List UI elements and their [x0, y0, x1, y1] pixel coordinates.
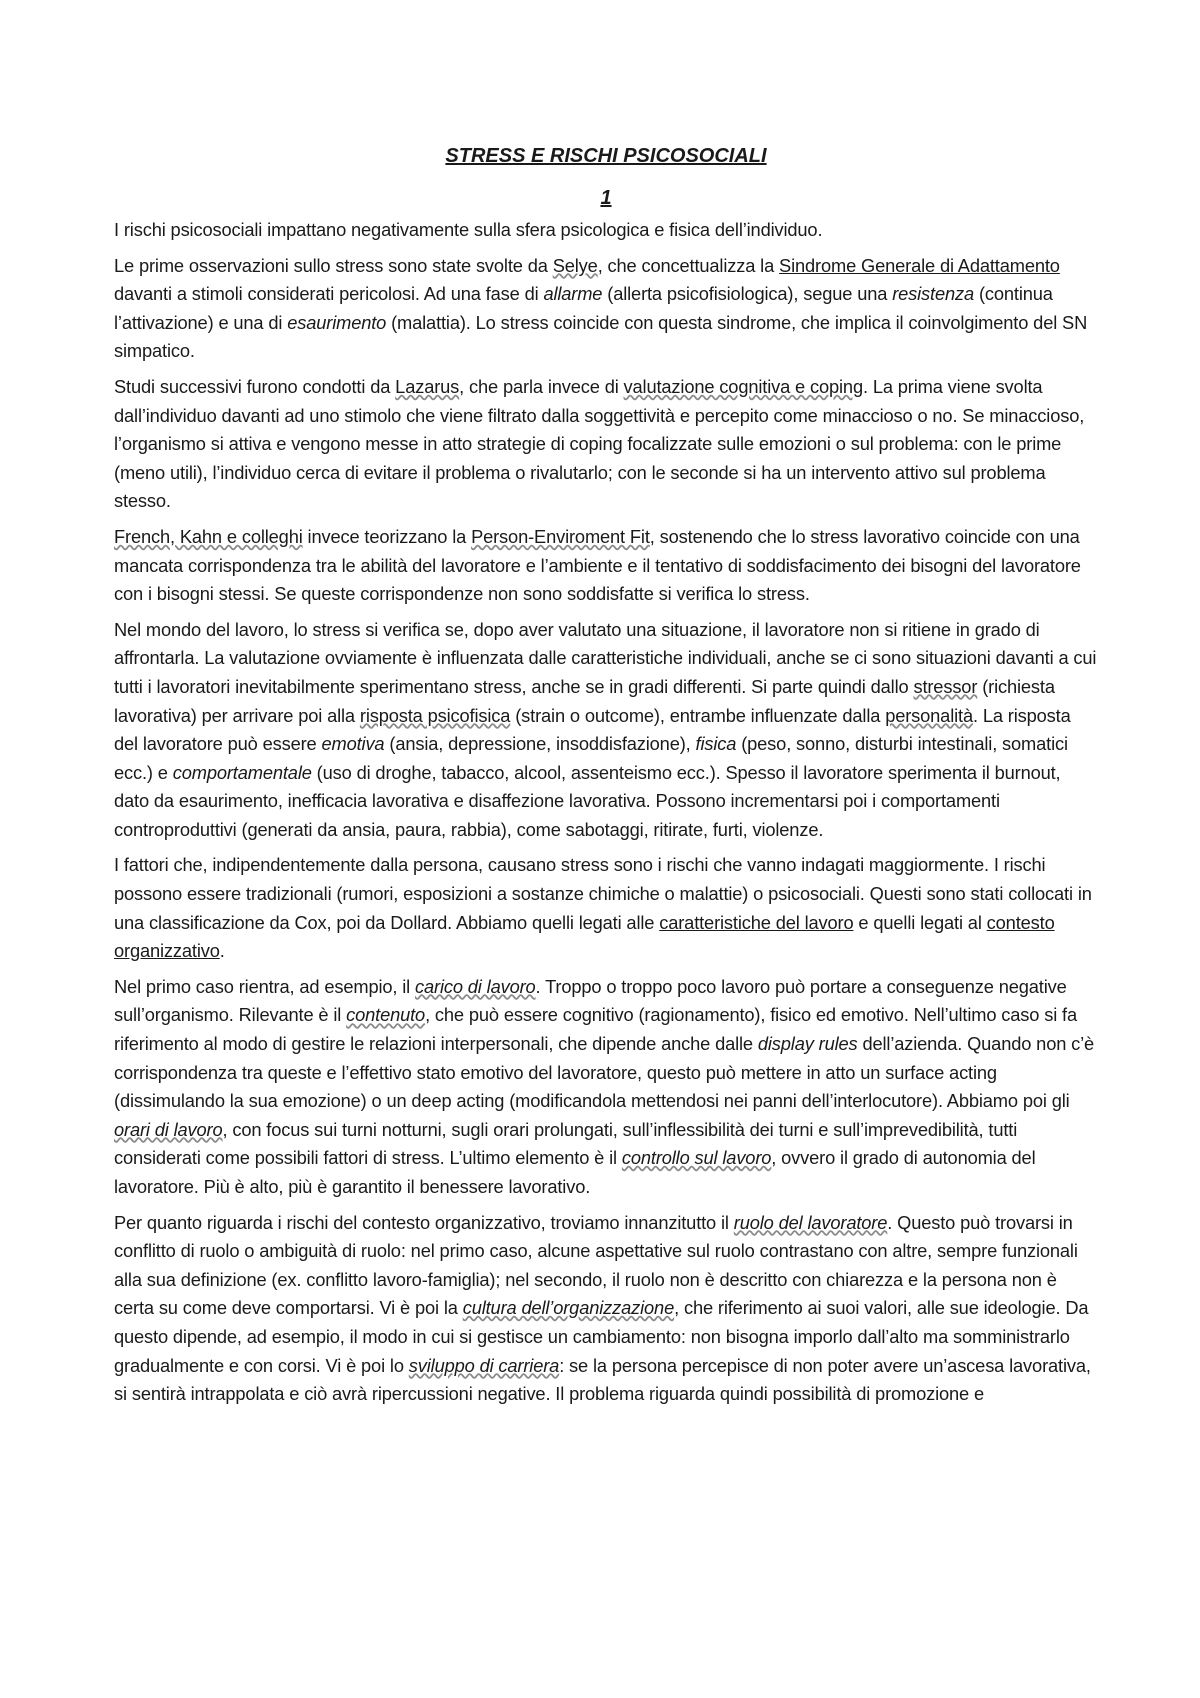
text-run: Per quanto riguarda i rischi del contesto organizzativo, troviamo innanzitutto il [114, 1211, 734, 1233]
text-run: , che riferimento ai suoi valori, alle sue ideologie. Da questo dipende, ad esempio, il modo in cui si gestisce un cambiamento: non bisogna imporlo dall’alto ma somministrarlo gradualmente e con corsi. Vi è poi lo [114, 1297, 1089, 1376]
emphasized-term: cultura dell’organizzazione [462, 1297, 675, 1319]
text-run: invece teorizzano la [302, 525, 472, 547]
emphasized-term: caratteristiche del lavoro [659, 911, 854, 933]
text-run: (peso, sonno, disturbi intestinali, somatici ecc.) e [114, 733, 1068, 783]
emphasized-term: resistenza [892, 283, 975, 305]
section-number: 1 [600, 187, 612, 209]
emphasized-term: Person-Enviroment Fit [471, 525, 650, 547]
text-run: Nel primo caso rientra, ad esempio, il [114, 975, 415, 997]
emphasized-term: Sindrome Generale di Adattamento [779, 254, 1060, 276]
text-run: (ansia, depressione, insoddisfazione), [384, 733, 696, 755]
paragraph-list [114, 216, 1098, 1409]
paragraph [114, 973, 1098, 1202]
paragraph [114, 216, 1098, 245]
text-run: Le prime osservazioni sullo stress sono state svolte da [114, 254, 553, 276]
document-body [114, 142, 1098, 1416]
text-run: Nel mondo del lavoro, lo stress si verifica se, dopo aver valutato una situazione, il lavoratore non si ritiene in grado di affrontarla. La valutazione ovviamente è influenzata dalle caratteristiche individuali, anche se ci sono situazioni davanti a cui tutti i lavoratori inevitabilmente sperimentano stress, anche se in gradi differenti. Si parte quindi dallo [114, 618, 1097, 697]
text-run: Studi successivi furono condotti da [114, 375, 396, 397]
emphasized-term: contesto organizzativo [114, 911, 1055, 962]
text-run: . Questo può trovarsi in conflitto di ruolo o ambiguità di ruolo: nel primo caso, alcune aspettative sul ruolo contrastano con altre, sempre funzionali alla sua definizione (ex. conflitto lavoro-famiglia); nel secondo, il ruolo non è descritto con chiarezza e la persona non è certa su come deve comportarsi. Vi è poi la [114, 1211, 1078, 1319]
emphasized-term: valutazione cognitiva e coping [623, 375, 863, 397]
text-run: , che può essere cognitivo (ragionamento), fisico ed emotivo. Nell’ultimo caso si fa riferimento al modo di gestire le relazioni interpersonali, che dipende anche dalle [114, 1004, 1077, 1055]
paragraph [114, 1209, 1098, 1409]
emphasized-term: display rules [757, 1033, 858, 1055]
emphasized-term: personalità [885, 704, 973, 726]
emphasized-term: fisica [695, 733, 737, 755]
emphasized-term: Selye [552, 254, 598, 276]
paragraph [114, 252, 1098, 366]
text-run: (malattia). Lo stress coincide con questa sindrome, che implica il coinvolgimento del SN simpatico. [114, 311, 1088, 362]
emphasized-term: comportamentale [172, 761, 312, 783]
text-run: , ovvero il grado di autonomia del lavoratore. Più è alto, più è garantito il benessere lavorativo. [114, 1147, 1036, 1197]
paragraph [114, 851, 1098, 965]
emphasized-term: carico di lavoro [415, 975, 536, 997]
text-run: e quelli legati al [853, 911, 987, 933]
text-run: I rischi psicosociali impattano negativamente sulla sfera psicologica e fisica dell’individuo. [114, 219, 823, 240]
text-run: . Troppo o troppo poco lavoro può portare a conseguenze negative sull’organismo. Rilevante è il [114, 975, 1067, 1026]
text-run: . [219, 940, 225, 962]
emphasized-term: ruolo del lavoratore [733, 1211, 888, 1233]
text-run: , che concettualizza la [597, 254, 780, 276]
emphasized-term: French, Kahn e colleghi [114, 525, 303, 547]
emphasized-term: sviluppo di carriera [408, 1354, 560, 1376]
paragraph [114, 616, 1098, 845]
text-run: : se la persona percepisce di non poter avere un’ascesa lavorativa, si sentirà intrappolata e ciò avrà ripercussioni negative. Il problema riguarda quindi possibilità di promozione e [114, 1354, 1091, 1405]
emphasized-term: esaurimento [287, 311, 387, 333]
emphasized-term: contenuto [346, 1004, 426, 1026]
paragraph [114, 523, 1098, 609]
text-run: (strain o outcome), entrambe influenzate dalla [510, 704, 886, 726]
text-run: dell’azienda. Quando non c’è corrispondenza tra queste e l’effettivo stato emotivo del lavoratore, questo può mettere in atto un surface acting (dissimulando la sua emozione) o un deep acting (modificandola mettendosi nei panni dell’interlocutore). Abbiamo poi gli [114, 1033, 1095, 1112]
text-run: (allerta psicofisiologica), segue una [602, 283, 893, 305]
emphasized-term: risposta psicofisica [359, 704, 511, 726]
text-run: . La prima viene svolta dall’individuo davanti ad uno stimolo che viene filtrato dalla soggettività e percepito come minaccioso o no. Se minaccioso, l’organismo si attiva e vengono messe in atto strategie di coping focalizzate sulle emozioni o sul problema: con le prime (meno utili), l’individuo cerca di evitare il problema o rivalutarlo; con le seconde si ha un intervento attivo sul problema stesso. [114, 375, 1085, 512]
text-run: , sostenendo che lo stress lavorativo coincide con una mancata corrispondenza tra le abilità del lavoratore e l’ambiente e il tentativo di soddisfacimento dei bisogni del lavoratore con i bisogni stessi. Se queste corrispondenze non sono soddisfatte si verifica lo stress. [114, 525, 1081, 605]
emphasized-term: controllo sul lavoro [621, 1147, 772, 1169]
text-run: (uso di droghe, tabacco, alcool, assenteismo ecc.). Spesso il lavoratore sperimenta il burnout, dato da esaurimento, inefficacia lavorativa e disaffezione lavorativa. Possono incrementarsi poi i comportamenti controproduttivi (generati da ansia, paura, rabbia), come sabotaggi, ritirate, furti, violenze. [114, 761, 1061, 840]
emphasized-term: emotiva [321, 733, 385, 755]
emphasized-term: stressor [913, 675, 978, 697]
emphasized-term: Lazarus [395, 375, 460, 397]
text-run: (richiesta lavorativa) per arrivare poi alla [114, 675, 1055, 726]
text-run: I fattori che, indipendentemente dalla persona, causano stress sono i rischi che vanno indagati maggiormente. I rischi possono essere tradizionali (rumori, esposizioni a sostanze chimiche o malattie) o psicosociali. Questi sono stati collocati in una classificazione da Cox, poi da Dollard. Abbiamo quelli legati alle [114, 854, 1092, 933]
document-title: STRESS E RISCHI PSICOSOCIALI [445, 145, 767, 167]
emphasized-term: allarme [543, 283, 603, 305]
text-run: (continua l’attivazione) e una di [114, 283, 1053, 333]
paragraph [114, 373, 1098, 516]
text-run: , che parla invece di [459, 375, 624, 397]
emphasized-term: orari di lavoro [114, 1118, 223, 1140]
text-run: , con focus sui turni notturni, sugli orari prolungati, sull’inflessibilità dei turni e sull’imprevedibilità, tutti considerati come possibili fattori di stress. L’ultimo elemento è il [114, 1118, 1018, 1169]
text-run: . La risposta del lavoratore può essere [114, 704, 1071, 755]
text-run: davanti a stimoli considerati pericolosi. Ad una fase di [114, 283, 544, 305]
